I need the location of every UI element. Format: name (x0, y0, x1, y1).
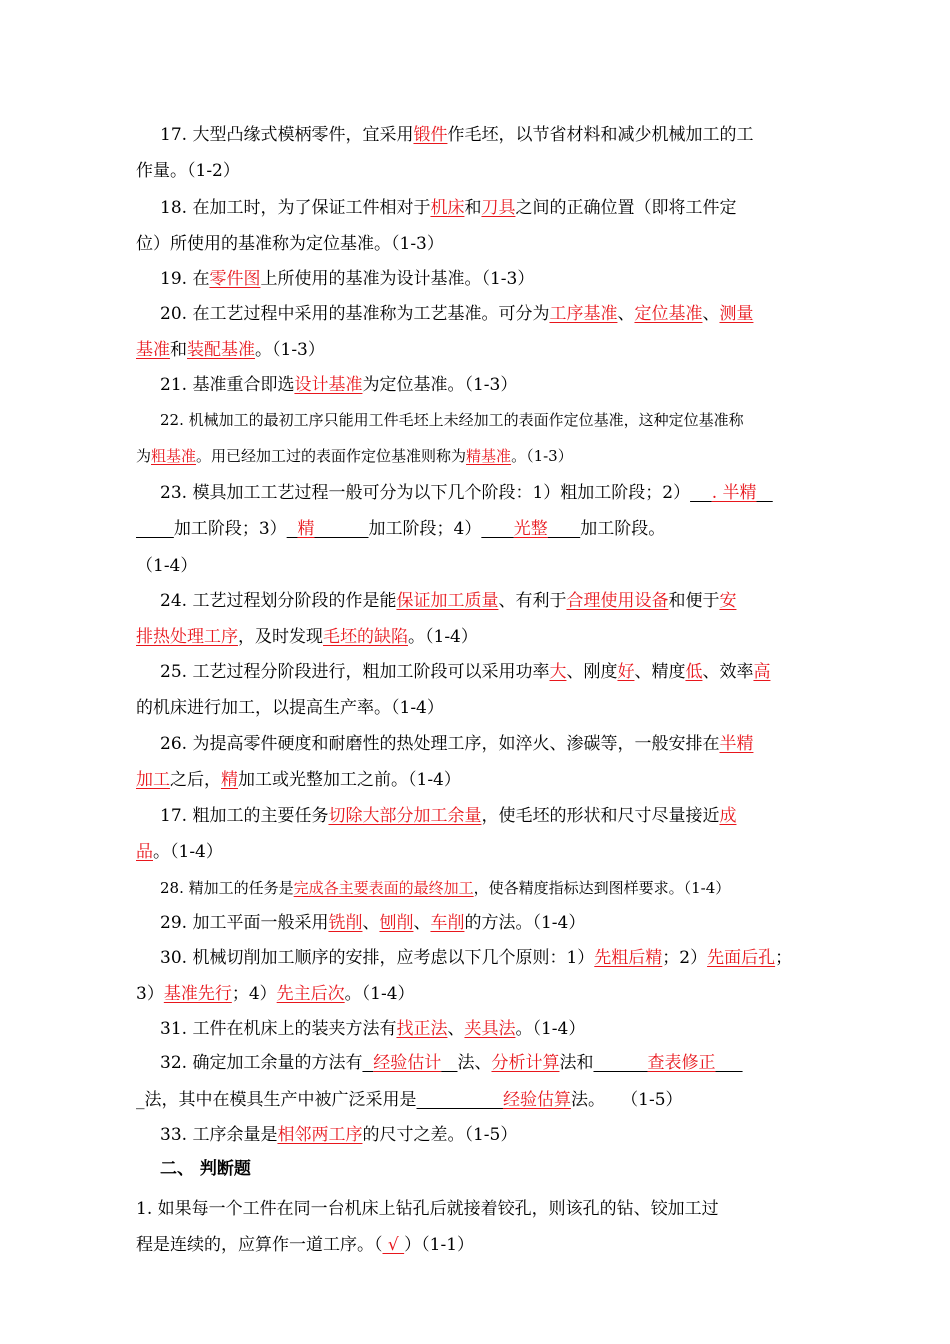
answer-text: 先面后孔 (707, 948, 776, 968)
answer-text: 粗基准 (151, 447, 197, 465)
text-line (136, 769, 461, 791)
line-text: 和便于 (668, 591, 720, 611)
line-text: 加工阶段。 (580, 519, 666, 539)
blank-underline (716, 1053, 743, 1073)
line-text: 程是连续的，应算作一道工序。（ (136, 1235, 383, 1255)
line-text: 19. 在 (160, 269, 210, 289)
line-text: 作量。（1-2） (136, 161, 240, 181)
line-text: ，使各精度指标达到图样要求。（1-4） (473, 879, 731, 897)
answer-text: 好 (617, 662, 635, 682)
answer-text: 铣削 (328, 913, 363, 933)
answer-text: 精基准 (466, 447, 512, 465)
blank-underline (548, 519, 580, 539)
text-line (160, 409, 744, 431)
line-text: 22. 机械加工的最初工序只能用工件毛坯上未经加工的表面作定位基准，这种定位基准称 (160, 411, 744, 429)
text-line (160, 124, 753, 146)
line-text: 17. 粗加工的主要任务 (160, 806, 329, 826)
answer-text: 毛坯的缺陷 (323, 627, 408, 647)
text-line (160, 1124, 517, 1146)
line-text: 之间的正确位置（即将工件定 (515, 198, 737, 218)
line-text: 、 (362, 913, 380, 933)
blank-underline (314, 519, 368, 539)
line-text: 、刚度 (566, 662, 618, 682)
text-line (136, 555, 197, 577)
answer-text: 相邻两工序 (277, 1125, 363, 1145)
blank-underline (593, 1053, 647, 1073)
text-line (160, 197, 736, 219)
text-line (136, 233, 444, 255)
line-text: 29. 加工平面一般采用 (160, 913, 329, 933)
line-text: 20. 在工艺过程中采用的基准称为工艺基准。可分为 (160, 304, 550, 324)
line-text: 为 (136, 447, 152, 465)
line-text: 、 (447, 1019, 465, 1039)
line-text: 32. 确定加工余量的方法有 (160, 1053, 363, 1073)
text-line (136, 697, 444, 719)
line-text: 31. 工件在机床上的装夹方法有 (160, 1019, 397, 1039)
text-line (160, 661, 770, 683)
text-line (160, 590, 736, 612)
line-text: 25. 工艺过程分阶段进行，粗加工阶段可以采用功率 (160, 662, 550, 682)
text-line (160, 1018, 585, 1040)
answer-text: 锻件 (413, 125, 448, 145)
line-text: 21. 基准重合即选 (160, 375, 295, 395)
answer-text: 刨削 (379, 913, 414, 933)
text-line (160, 733, 753, 755)
answer-text: √ (382, 1235, 405, 1255)
answer-text: 夹具法 (464, 1019, 516, 1039)
answer-text: 成 (719, 806, 737, 826)
text-line (160, 303, 753, 325)
line-text: 。（1-3） (255, 340, 325, 360)
answer-text: 定位基准 (634, 304, 703, 324)
line-text: 18. 在加工时，为了保证工件相对于 (160, 198, 431, 218)
answer-text: 先粗后精 (594, 948, 663, 968)
line-text: 的尺寸之差。（1-5） (362, 1125, 518, 1145)
line-text: 3） (136, 984, 164, 1004)
line-text: 和 (170, 340, 187, 360)
blank-underline (481, 519, 513, 539)
line-text: 、 (413, 913, 431, 933)
answer-text: 大 (549, 662, 567, 682)
answer-text: 先主后次 (276, 984, 345, 1004)
answer-text: 加工 (136, 770, 170, 790)
blank-underline (441, 1053, 457, 1073)
line-text: 。（1-4） (515, 1019, 586, 1039)
line-text: 上所使用的基准为设计基准。（1-3） (260, 269, 535, 289)
text-line (160, 268, 534, 290)
answer-text: 半精 (719, 734, 754, 754)
blank-underline (757, 483, 773, 503)
answer-text: 合理使用设备 (566, 591, 669, 611)
answer-text: 完成各主要表面的最终加工 (293, 879, 474, 897)
line-text: 、 (702, 304, 720, 324)
answer-text: 经验估算 (502, 1090, 571, 1110)
answer-text: 低 (685, 662, 703, 682)
answer-text: 精 (221, 770, 238, 790)
line-text: 24. 工艺过程划分阶段的作是能 (160, 591, 397, 611)
answer-text: 测量 (719, 304, 754, 324)
line-text: 。（1-4） (408, 627, 478, 647)
text-line (160, 877, 730, 899)
text-line (160, 805, 736, 827)
answer-text: 工序基准 (549, 304, 618, 324)
answer-text: 车削 (430, 913, 465, 933)
line-text: 1. 如果每一个工件在同一台机床上钻孔后就接着铰孔，则该孔的钻、铰加工过 (136, 1199, 719, 1219)
answer-text: 设计基准 (294, 375, 363, 395)
answer-text: 高 (753, 662, 771, 682)
text-line (160, 1052, 743, 1074)
line-text: 法和 (559, 1053, 594, 1073)
line-text: 。（1-4） (153, 842, 223, 862)
text-line (136, 1089, 683, 1111)
blank-underline (362, 1053, 373, 1073)
answer-text: 保证加工质量 (396, 591, 499, 611)
text-line (160, 912, 585, 934)
answer-text: 精 (297, 519, 315, 539)
answer-text: 基准 (136, 340, 170, 360)
line-text: _法，其中在模具生产中被广泛采用是 (136, 1090, 417, 1110)
line-text: 、 (617, 304, 635, 324)
line-text: ； (775, 948, 793, 968)
text-line (136, 445, 573, 467)
answer-text: 切除大部分加工余量 (328, 806, 482, 826)
text-line (160, 947, 792, 969)
text-line (136, 1198, 719, 1220)
line-text: 的机床进行加工，以提高生产率。（1-4） (136, 698, 444, 718)
answer-text: 查表修正 (647, 1053, 716, 1073)
line-text: 、效率 (702, 662, 754, 682)
answer-text: 经验估计 (373, 1053, 442, 1073)
line-text: 、有利于 (498, 591, 567, 611)
answer-text: 光整 (513, 519, 548, 539)
line-text: ，使毛坯的形状和尺寸尽量接近 (481, 806, 720, 826)
text-line (136, 841, 223, 863)
line-text: ；4） (231, 984, 277, 1004)
line-text: 之后， (170, 770, 221, 790)
line-text: 加工阶段；3） (173, 519, 287, 539)
blank-underline (287, 519, 298, 539)
line-text: 。用已经加工过的表面作定位基准则称为 (196, 447, 467, 465)
line-text: ，及时发现 (238, 627, 323, 647)
blank-underline (690, 483, 712, 503)
line-text: 法。 （1-5） (570, 1090, 683, 1110)
text-line (136, 983, 415, 1005)
line-text: 33. 工序余量是 (160, 1125, 278, 1145)
answer-text: 排热处理工序 (136, 627, 238, 647)
line-text: 加工阶段；4） (368, 519, 482, 539)
line-text: ；2） (662, 948, 708, 968)
line-text: 26. 为提高零件硬度和耐磨性的热处理工序，如淬火、渗碳等，一般安排在 (160, 734, 720, 754)
line-text: 30. 机械切削加工顺序的安排，应考虑以下几个原则：1） (160, 948, 595, 968)
text-line (136, 1234, 474, 1256)
line-text: 。（1-4） (344, 984, 415, 1004)
line-text: 为定位基准。（1-3） (362, 375, 518, 395)
line-text: 加工或光整加工之前。（1-4） (238, 770, 461, 790)
line-text: 28. 精加工的任务是 (160, 879, 294, 897)
answer-text: 机床 (430, 198, 465, 218)
text-line (136, 160, 240, 182)
line-text: （1-4） (136, 556, 198, 576)
line-text: 位）所使用的基准称为定位基准。（1-3） (136, 234, 444, 254)
answer-text: 品 (136, 842, 153, 862)
text-line (136, 626, 478, 648)
line-text: 、精度 (634, 662, 686, 682)
line-text: 。（1-3） (511, 447, 573, 465)
line-text: ）（1-1） (404, 1235, 475, 1255)
text-line (136, 518, 665, 540)
answer-text: 刀具 (481, 198, 516, 218)
line-text: 的方法。（1-4） (464, 913, 586, 933)
text-line (136, 339, 325, 361)
answer-text: 装配基准 (187, 340, 255, 360)
answer-text: . 半精 (711, 483, 757, 503)
answer-text: 基准先行 (163, 984, 232, 1004)
line-text: 法、 (457, 1053, 492, 1073)
text-line (160, 374, 517, 396)
answer-text: 零件图 (209, 269, 261, 289)
answer-text: 找正法 (396, 1019, 448, 1039)
section-title: 二、 判断题 (160, 1159, 251, 1179)
line-text: 作毛坯，以节省材料和减少机械加工的工 (447, 125, 754, 145)
text-line (160, 482, 773, 504)
blank-underline (136, 519, 174, 539)
answer-text: 安 (719, 591, 737, 611)
answer-text: 分析计算 (491, 1053, 560, 1073)
blank-underline (417, 1090, 503, 1110)
line-text: 和 (464, 198, 482, 218)
line-text: 17. 大型凸缘式模柄零件，宜采用 (160, 125, 414, 145)
line-text: 23. 模具加工工艺过程一般可分为以下几个阶段：1）粗加工阶段；2） (160, 483, 691, 503)
